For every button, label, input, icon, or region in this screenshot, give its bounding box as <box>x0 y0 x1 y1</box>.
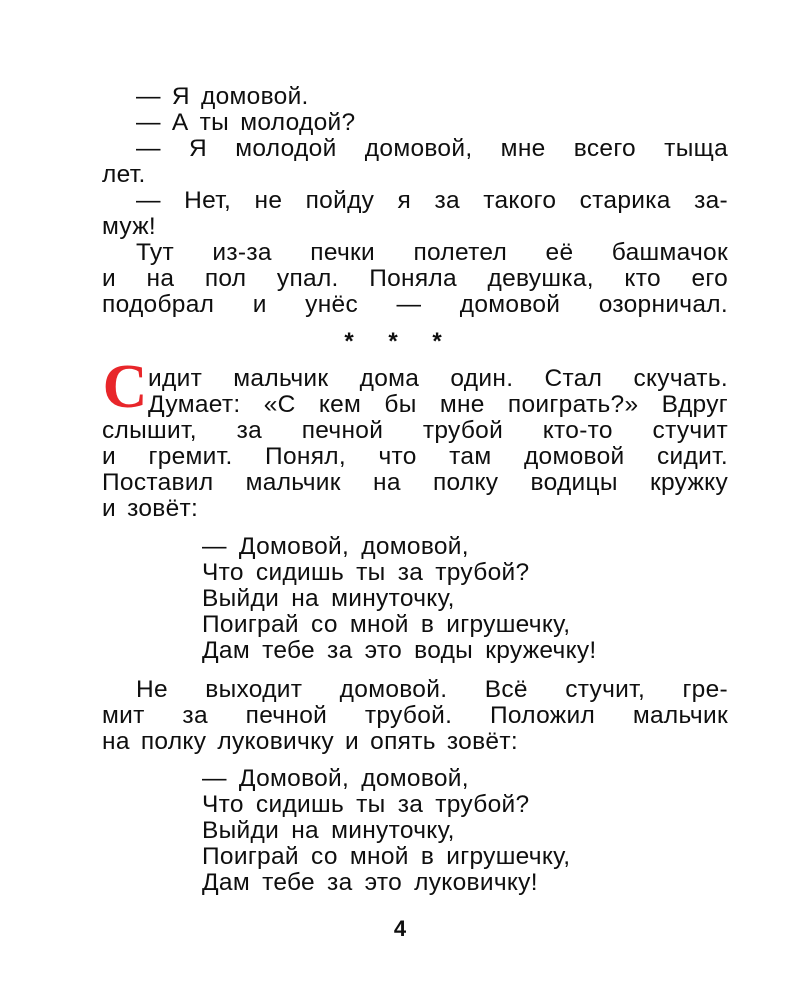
text-line: лет. <box>102 161 146 188</box>
verse-line: Что сидишь ты за трубой? <box>202 791 530 818</box>
verse-line: — Домовой, домовой, <box>202 765 469 792</box>
verse-line: Выйди на минуточку, <box>202 817 455 844</box>
drop-cap-letter: С <box>102 361 148 413</box>
text-line: идит мальчик дома один. Стал скучать. <box>148 365 728 392</box>
text-line: подобрал и унёс — домовой озорничал. <box>102 291 728 318</box>
text-line: муж! <box>102 213 157 240</box>
verse-line: Поиграй со мной в игрушечку, <box>202 611 571 638</box>
text-line: Не выходит домовой. Всё стучит, гре- <box>136 676 728 703</box>
text-line: мит за печной трубой. Положил мальчик <box>102 702 728 729</box>
text-line: — Я домовой. <box>136 83 309 110</box>
text-line: — Нет, не пойду я за такого старика за- <box>136 187 728 214</box>
text-line: — Я молодой домовой, мне всего тыща <box>136 135 728 162</box>
verse-line: Дам тебе за это луковичку! <box>202 869 538 896</box>
verse-line: Что сидишь ты за трубой? <box>202 559 530 586</box>
text-line: Поставил мальчик на полку водицы кружку <box>102 469 728 496</box>
text-line: — А ты молодой? <box>136 109 356 136</box>
drop-cap <box>100 361 150 413</box>
section-separator: * * * <box>344 328 456 355</box>
text-line: слышит, за печной трубой кто-то стучит <box>102 417 728 444</box>
text-line: Думает: «С кем бы мне поиграть?» Вдруг <box>148 391 728 418</box>
page-number: 4 <box>393 916 407 941</box>
text-line: Тут из-за печки полетел её башмачок <box>136 239 728 266</box>
verse-line: — Домовой, домовой, <box>202 533 469 560</box>
text-line: и зовёт: <box>102 495 199 522</box>
text-line: и гремит. Понял, что там домовой сидит. <box>102 443 728 470</box>
verse-line: Выйди на минуточку, <box>202 585 455 612</box>
verse-line: Дам тебе за это воды кружечку! <box>202 637 597 664</box>
text-line: и на пол упал. Поняла девушка, кто его <box>102 265 728 292</box>
verse-line: Поиграй со мной в игрушечку, <box>202 843 571 870</box>
text-line: на полку луковичку и опять зовёт: <box>102 728 518 755</box>
